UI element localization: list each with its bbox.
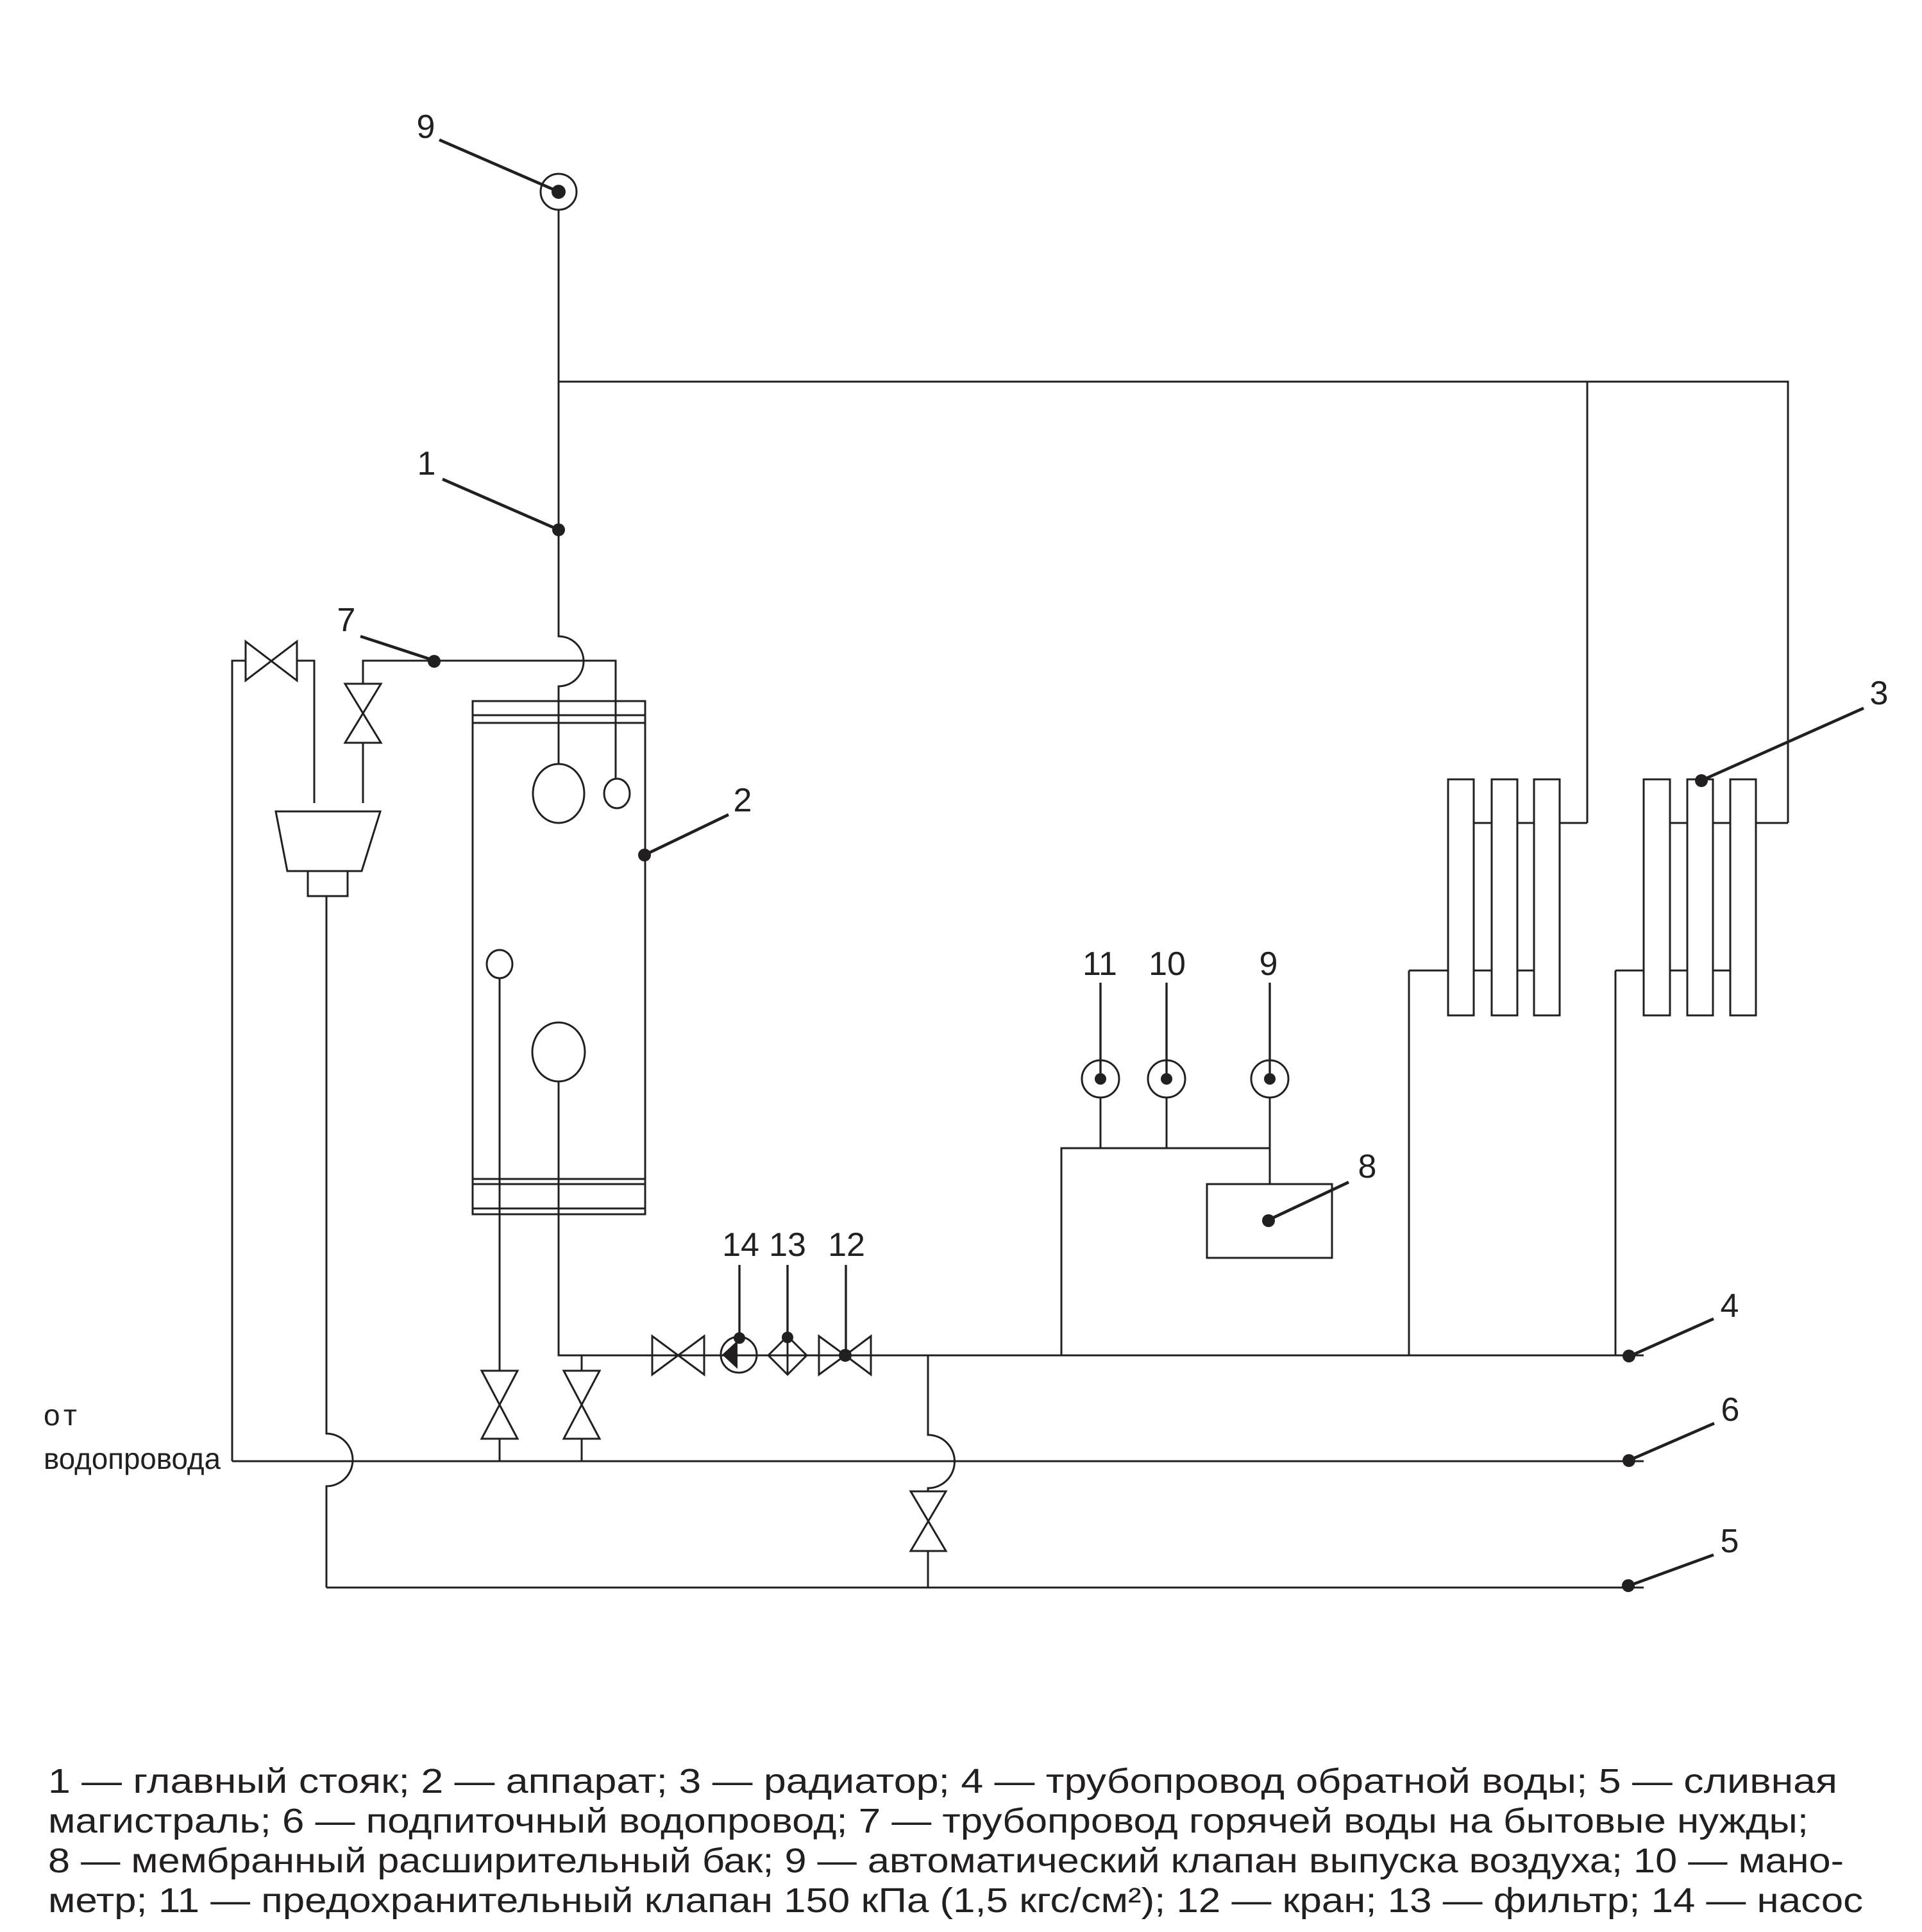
watermain-note [44, 1398, 221, 1475]
heat-exchanger-bottom-icon [532, 1022, 585, 1081]
callout-manometer: 10 [1149, 945, 1186, 983]
funnel-neck-icon [308, 871, 348, 896]
callout-main-riser: 1 [417, 445, 436, 482]
callout-filter: 13 [769, 1226, 806, 1264]
callout-radiator: 3 [1869, 675, 1889, 712]
main-riser-pipe [559, 210, 584, 764]
callout-safety-valve: 11 [1083, 945, 1117, 983]
leader-5 [1631, 1555, 1714, 1585]
callout-hot-water-pipe: 7 [337, 602, 356, 639]
shutoff-valve-icon [652, 1336, 704, 1375]
callout-drain-main: 5 [1720, 1523, 1739, 1560]
callout-return-pipe: 4 [1720, 1287, 1739, 1325]
radiator-left [1409, 779, 1587, 1355]
leader-2 [646, 815, 729, 854]
heat-exchanger-top-icon [533, 764, 584, 823]
callout-air-vent-top: 9 [416, 108, 435, 146]
figure-caption [48, 1762, 1863, 1920]
callout-expansion-tank: 8 [1358, 1148, 1377, 1185]
apparatus-body [473, 701, 645, 1214]
drain-branch-valve-icon [911, 1491, 946, 1551]
caption-line-2: магистраль; 6 — подпиточный водопровод; 7 — трубопровод горячей воды на бытовые нужды; [48, 1802, 1808, 1840]
radiator-right [1615, 779, 1788, 1355]
drain-branch [911, 1355, 955, 1588]
callout-pump: 14 [722, 1226, 759, 1264]
leader-4 [1631, 1319, 1714, 1355]
leader-6 [1631, 1423, 1714, 1459]
watermain-note-line2: водопровода [44, 1442, 221, 1475]
right-drain-valve-icon [564, 1371, 600, 1439]
callout-makeup-pipe: 6 [1721, 1391, 1740, 1428]
watermain-valve-icon [246, 641, 297, 681]
funnel-cone-icon [276, 811, 380, 871]
watermain-branch [232, 641, 314, 1461]
watermain-note-line1: от [44, 1398, 77, 1432]
callout-tap: 12 [828, 1226, 865, 1264]
caption-line-1: 1 — главный стояк; 2 — аппарат; 3 — радиатор; 4 — трубопровод обратной воды; 5 — сливная [48, 1762, 1837, 1801]
callout-air-vent-gauge: 9 [1259, 945, 1278, 983]
caption-line-3: 8 — мембранный расширительный бак; 9 — автоматический клапан выпуска воздуха; 10 — мано- [48, 1842, 1844, 1880]
drain-funnel [276, 811, 380, 1588]
supply-top-pipe [559, 382, 1788, 823]
left-drain-valve-icon [482, 1371, 518, 1439]
callout-apparatus: 2 [733, 782, 752, 819]
hot-water-valve-icon [345, 684, 381, 743]
coil-port-top-icon [604, 779, 630, 808]
leader-3 [1704, 708, 1864, 779]
caption-line-4: метр; 11 — предохранительный клапан 150 кПа (1,5 кгс/см²); 12 — кран; 13 — фильтр; 14 — насос [48, 1881, 1863, 1920]
leader-1 [443, 479, 557, 529]
air-vent-top [541, 174, 577, 210]
coil-port-bottom-icon [487, 950, 512, 978]
leader-7 [360, 636, 433, 660]
leader-9-top [439, 140, 557, 191]
